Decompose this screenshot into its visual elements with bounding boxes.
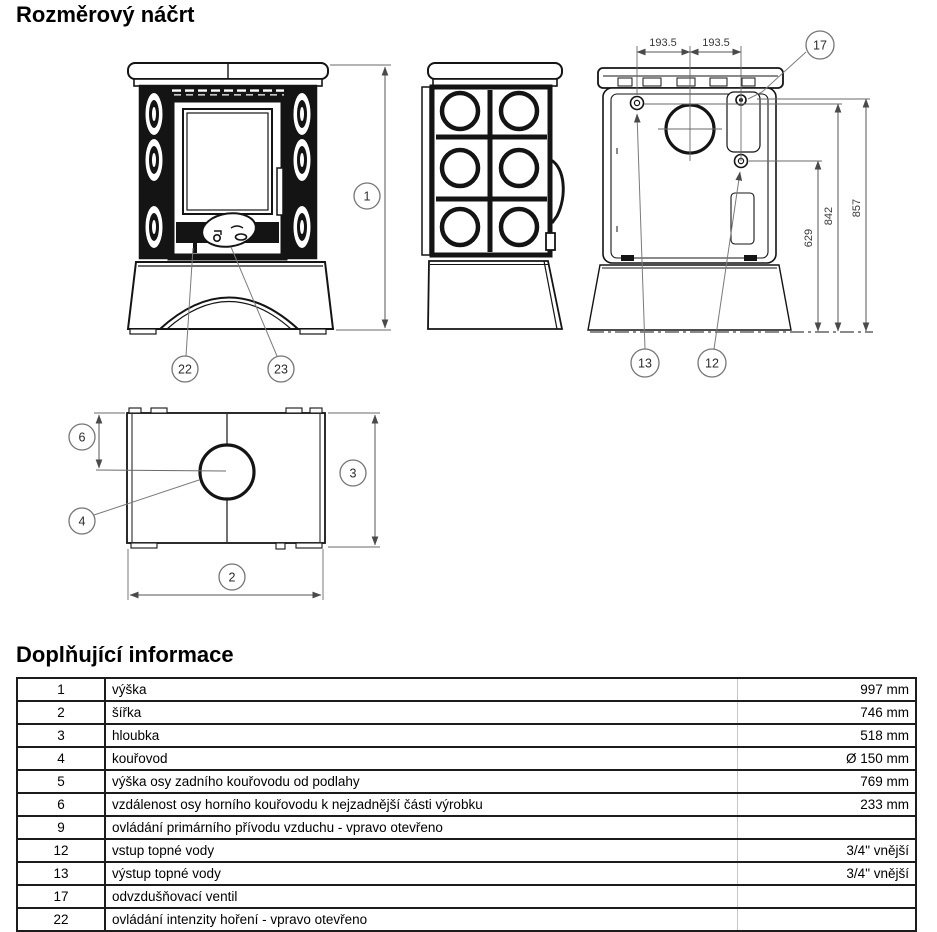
side-view [422, 63, 563, 329]
svg-text:857: 857 [851, 198, 863, 218]
row-number: 4 [17, 747, 105, 770]
callout-4 [69, 508, 95, 534]
row-label: výška [105, 678, 738, 701]
svg-text:629: 629 [803, 228, 815, 248]
row-number: 22 [17, 908, 105, 931]
table-row [17, 908, 916, 931]
rear-view [588, 31, 873, 377]
row-value: 233 mm [738, 793, 917, 816]
row-value: Ø 150 mm [738, 747, 917, 770]
row-label: výška osy zadního kouřovodu od podlahy [105, 770, 738, 793]
svg-text:22: 22 [178, 362, 192, 377]
svg-text:193.5: 193.5 [702, 37, 730, 49]
row-number: 3 [17, 724, 105, 747]
water-outlet-fitting [631, 97, 644, 110]
row-label: ovládání intenzity hoření - vpravo otevřeno [105, 908, 738, 931]
table-row [17, 816, 916, 839]
row-label: ovládání primárního přívodu vzduchu - vpravo otevřeno [105, 816, 738, 839]
top-view [69, 408, 380, 600]
svg-text:193.5: 193.5 [649, 37, 677, 49]
svg-text:23: 23 [274, 362, 288, 377]
row-number: 1 [17, 678, 105, 701]
row-number: 12 [17, 839, 105, 862]
row-label: odvzdušňovací ventil [105, 885, 738, 908]
row-number: 2 [17, 701, 105, 724]
callout-13 [631, 349, 659, 377]
front-view [128, 63, 391, 382]
row-value [738, 885, 917, 908]
row-number: 13 [17, 862, 105, 885]
table-row [17, 839, 916, 862]
svg-text:17: 17 [813, 38, 827, 53]
svg-text:842: 842 [823, 206, 835, 226]
row-value: 3/4" vnější [738, 862, 917, 885]
row-value [738, 908, 917, 931]
row-value: 769 mm [738, 770, 917, 793]
svg-text:2: 2 [228, 570, 236, 585]
svg-text:13: 13 [638, 356, 652, 371]
table-row [17, 885, 916, 908]
table-row [17, 770, 916, 793]
row-value: 518 mm [738, 724, 917, 747]
row-number: 9 [17, 816, 105, 839]
callout-1 [354, 183, 380, 209]
svg-text:4: 4 [78, 514, 86, 529]
table-row [17, 678, 916, 701]
callout-17 [806, 31, 834, 59]
row-label: výstup topné vody [105, 862, 738, 885]
row-label: vzdálenost osy horního kouřovodu k nejzadnější části výrobku [105, 793, 738, 816]
row-label: šířka [105, 701, 738, 724]
table-row [17, 793, 916, 816]
callout-23 [268, 356, 294, 382]
svg-text:1: 1 [363, 189, 371, 204]
svg-text:6: 6 [78, 430, 86, 445]
callout-6 [69, 424, 95, 450]
row-value: 997 mm [738, 678, 917, 701]
row-number: 17 [17, 885, 105, 908]
table-row [17, 862, 916, 885]
row-label: kouřovod [105, 747, 738, 770]
callout-22 [172, 356, 198, 382]
row-value: 3/4" vnější [738, 839, 917, 862]
row-number: 5 [17, 770, 105, 793]
table-row [17, 724, 916, 747]
callout-3 [340, 460, 366, 486]
top-flue-outlet [200, 445, 254, 499]
door-handle [551, 160, 563, 223]
row-label: vstup topné vody [105, 839, 738, 862]
svg-text:12: 12 [705, 356, 719, 371]
row-number: 6 [17, 793, 105, 816]
row-label: hloubka [105, 724, 738, 747]
page-title: Rozměrový náčrt [16, 2, 195, 27]
table-row [17, 701, 916, 724]
row-value [738, 816, 917, 839]
callout-12 [698, 349, 726, 377]
row-value: 746 mm [738, 701, 917, 724]
table-row [17, 747, 916, 770]
svg-text:3: 3 [349, 466, 357, 481]
section-title: Doplňující informace [16, 642, 234, 667]
callout-2 [219, 564, 245, 590]
additional-info-table [16, 677, 917, 932]
